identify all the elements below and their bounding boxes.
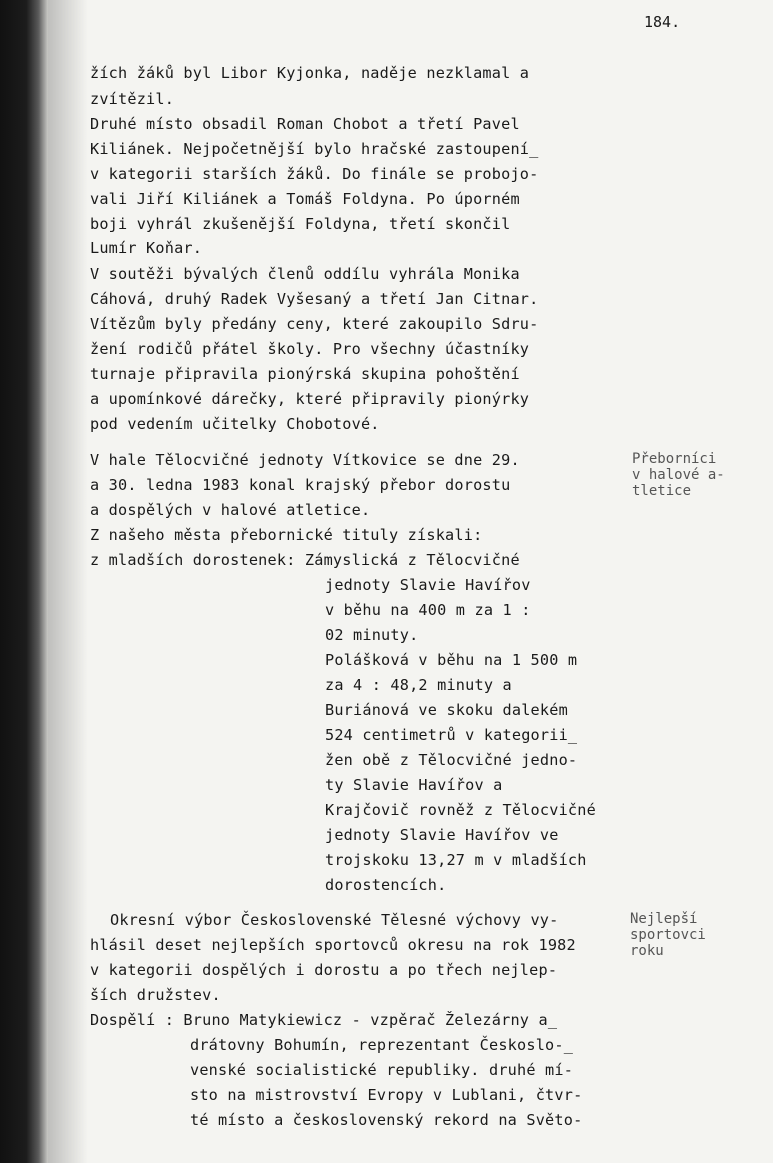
text-line: venské socialistické republiky. druhé mí- — [190, 1061, 574, 1079]
text-line: a dospělých v halové atletice. — [90, 501, 371, 519]
text-line: hlásil deset nejlepších sportovců okresu na rok 1982 — [90, 936, 576, 954]
text-line: dorostencích. — [325, 876, 447, 894]
text-line: jednoty Slavie Havířov — [325, 576, 531, 594]
margin-note-line: Nejlepší — [630, 911, 698, 927]
text-line: turnaje připravila pionýrská skupina pohoštění — [90, 365, 520, 383]
text-line: pod vedením učitelky Chobotové. — [90, 415, 380, 433]
text-line: 524 centimetrů v kategorii_ — [325, 726, 578, 744]
text-line: 02 minuty. — [325, 626, 419, 644]
text-line: Dospělí : Bruno Matykiewicz - vzpěrač Železárny a_ — [90, 1011, 558, 1029]
text-line: trojskoku 13,27 m v mladších — [325, 851, 587, 869]
margin-note-line: sportovci — [630, 927, 706, 943]
text-line: a 30. ledna 1983 konal krajský přebor dorostu — [90, 476, 511, 494]
text-line: Lumír Koňar. — [90, 239, 203, 257]
text-line: V soutěži bývalých členů oddílu vyhrála Monika — [90, 265, 520, 283]
text-line: v kategorii dospělých i dorostu a po třech nejlep- — [90, 961, 558, 979]
text-line: ty Slavie Havířov a — [325, 776, 503, 794]
margin-note-line: Přeborníci — [632, 451, 717, 467]
text-line: Vítězům byly předány ceny, které zakoupilo Sdru- — [90, 315, 539, 333]
text-line: Druhé místo obsadil Roman Chobot a třetí Pavel — [90, 115, 520, 133]
text-line: v běhu na 400 m za 1 : — [325, 601, 531, 619]
text-line: V hale Tělocvičné jednoty Vítkovice se dne 29. — [90, 451, 520, 469]
text-line: žení rodičů přátel školy. Pro všechny účastníky — [90, 340, 530, 358]
binding-gradient — [48, 0, 88, 1163]
text-line: vali Jiří Kiliánek a Tomáš Foldyna. Po úporném — [90, 190, 520, 208]
margin-note-line: tletice — [632, 483, 692, 499]
text-line: Krajčovič rovněž z Tělocvičné — [325, 801, 596, 819]
text-line: žích žáků byl Libor Kyjonka, naděje nezklamal a — [90, 64, 530, 82]
margin-note-line: v halové a- — [632, 467, 725, 483]
text-line: sto na mistrovství Evropy v Lublani, čtvr- — [190, 1086, 583, 1104]
text-line: té místo a československý rekord na Světo- — [190, 1111, 583, 1129]
text-line: za 4 : 48,2 minuty a — [325, 676, 512, 694]
margin-note-line: roku — [630, 943, 664, 959]
text-line: Cáhová, druhý Radek Vyšesaný a třetí Jan Citnar. — [90, 290, 539, 308]
text-line: jednoty Slavie Havířov ve — [325, 826, 559, 844]
book-binding-shadow — [0, 0, 48, 1163]
text-line: Z našeho města přebornické tituly získali: — [90, 526, 483, 544]
text-line: z mladších dorostenek: Zámyslická z Tělocvičné — [90, 551, 520, 569]
text-line: zvítězil. — [90, 90, 175, 108]
text-line: Kiliánek. Nejpočetnější bylo hračské zastoupení_ — [90, 140, 539, 158]
text-line: boji vyhrál zkušenější Foldyna, třetí skončil — [90, 215, 511, 233]
text-line: drátovny Bohumín, reprezentant Českoslo-_ — [190, 1036, 574, 1054]
text-line: ších družstev. — [90, 986, 221, 1004]
text-line: Okresní výbor Československé Tělesné výchovy vy- — [110, 911, 559, 929]
text-line: Buriánová ve skoku dalekém — [325, 701, 568, 719]
text-line: a upomínkové dárečky, které připravily pionýrky — [90, 390, 530, 408]
text-line: žen obě z Tělocvičné jedno- — [325, 751, 578, 769]
text-line: Polášková v běhu na 1 500 m — [325, 651, 578, 669]
page-number: 184. — [644, 13, 681, 31]
text-line: v kategorii starších žáků. Do finále se probojo- — [90, 165, 539, 183]
